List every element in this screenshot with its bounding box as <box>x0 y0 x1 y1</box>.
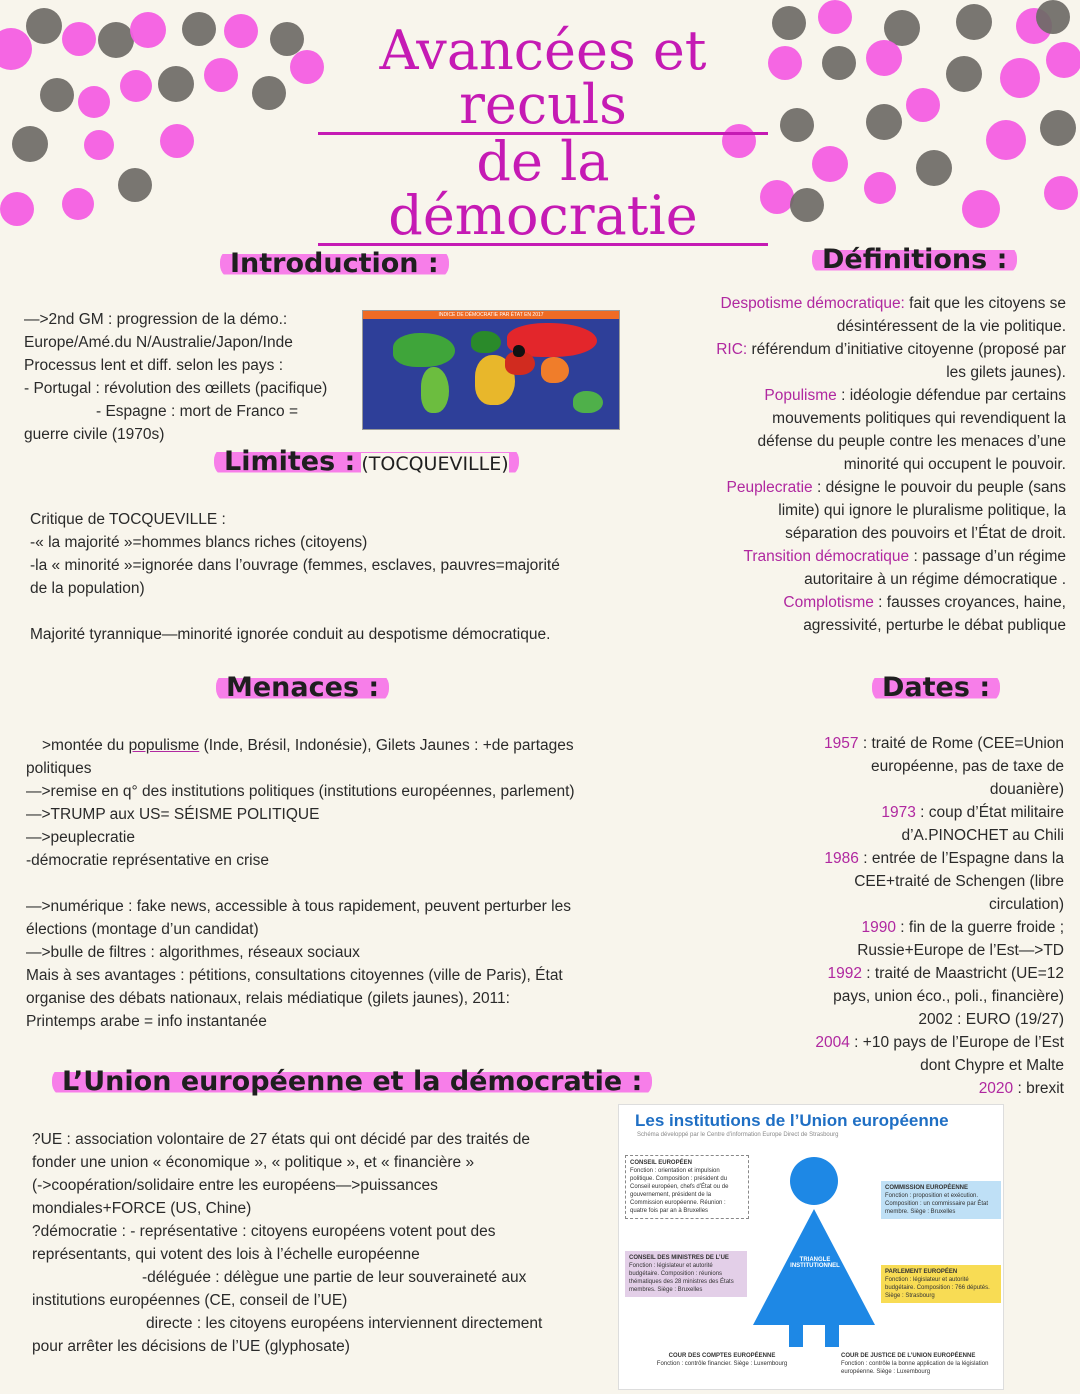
menaces-line: —>bulle de filtres : algorithmes, réseaux sociaux <box>26 944 360 961</box>
definition-term: Complotisme <box>783 594 874 611</box>
limites-line: -« la majorité »=hommes blancs riches (citoyens) <box>30 534 368 551</box>
date-year: 1990 <box>861 919 896 936</box>
limites-subtitle: (TOCQUEVILLE) <box>361 453 509 475</box>
limites-line: Critique de TOCQUEVILLE : <box>30 511 226 528</box>
ue-line: ?UE : association volontaire de 27 états qui ont décidé par des traités de <box>32 1131 531 1148</box>
dates-list <box>764 732 1064 1100</box>
intro-line: Processus lent et diff. selon les pays : <box>24 357 284 374</box>
menaces-line: —>remise en q° des institutions politiques (institutions européennes, parlement) <box>26 783 575 800</box>
menaces-heading: Menaces : <box>216 672 389 703</box>
conseil-europeen-box: CONSEIL EUROPÉEN Fonction : orientation et impulsion politique. Composition : président du Conseil européen, chefs d’État ou de gouvernement, président de la Commission européenne. Réunion : quatre fois par an à Bruxelles <box>625 1155 749 1219</box>
intro-line: guerre civile (1970s) <box>24 426 165 443</box>
date-year: 1986 <box>824 850 859 867</box>
limites-line: de la population) <box>30 580 145 597</box>
intro-line: —>2nd GM : progression de la démo.: <box>24 311 288 328</box>
menaces-line: organise des débats nationaux, relais médiatique (gilets jaunes), 2011: <box>26 990 510 1007</box>
parlement-box: PARLEMENT EUROPÉEN Fonction : législateur et autorité budgétaire. Composition : 766 députés. Siège : Strasbourg <box>881 1265 1001 1303</box>
definitions-heading: Définitions : <box>812 244 1017 275</box>
definition-term: Despotisme démocratique: <box>720 295 905 312</box>
dates-heading: Dates : <box>872 672 1000 703</box>
eu-diagram-subtitle: Schéma développé par le Centre d’information Europe Direct de Strasbourg <box>637 1132 839 1138</box>
ue-text <box>32 1128 542 1358</box>
definition-item: Despotisme démocratique: fait que les citoyens se désintéressent de la vie politique. <box>720 295 1066 335</box>
definition-term: Peuplecratie <box>726 479 813 496</box>
definition-term: Populisme <box>764 387 837 404</box>
date-year: 1973 <box>881 804 916 821</box>
menaces-l1-pre: >montée du <box>42 737 129 754</box>
definition-item: Peuplecratie : désigne le pouvoir du peuple (sans limite) qui ignore le pluralisme politique, la séparation des pouvoirs et l’État de droit. <box>726 479 1066 542</box>
definition-item: Populisme : idéologie défendue par certains mouvements politiques qui revendiquent la défense du peuple contre les menaces d’une minorité qui occupent le pouvoir. <box>757 387 1066 473</box>
menaces-text <box>26 734 575 1033</box>
definition-term: RIC: <box>716 341 748 358</box>
date-item: 1990 : fin de la guerre froide ; Russie+Europe de l’Est—>TD <box>857 919 1064 959</box>
cour-comptes-box: COUR DES COMPTES EUROPÉENNE Fonction : contrôle financier. Siège : Luxembourg <box>656 1353 788 1367</box>
date-year: 1992 <box>827 965 862 982</box>
menaces-line: politiques <box>26 760 92 777</box>
conseil-ministres-box: CONSEIL DES MINISTRES DE L’UE Fonction : législateur et autorité budgétaire. Composition : réunions thématiques des 28 ministres des États membres. Siège : Bruxelles <box>625 1251 747 1297</box>
intro-line: Europe/Amé.du N/Australie/Japon/Inde <box>24 334 293 351</box>
populisme-word: populisme <box>128 737 200 754</box>
page-title <box>318 19 768 247</box>
limites-line: -la « minorité »=ignorée dans l’ouvrage (femmes, esclaves, pauvres=majorité <box>30 557 560 574</box>
ue-line: directe : les citoyens européens interviennent directement <box>146 1315 543 1332</box>
definition-term: Transition démocratique <box>743 548 910 565</box>
ue-line: ?démocratie : - représentative : citoyens européens votent pout des <box>32 1223 496 1240</box>
limites-heading-label: Limites : <box>224 446 356 477</box>
menaces-line <box>26 734 575 757</box>
date-year: 2020 <box>978 1080 1014 1097</box>
democracy-world-map <box>362 310 620 430</box>
eu-institutions-diagram <box>618 1104 1004 1390</box>
menaces-line: -démocratie représentative en crise <box>26 852 269 869</box>
map-caption: INDICE DE DÉMOCRATIE PAR ÉTAT EN 2017 <box>363 311 619 319</box>
menaces-line: —>TRUMP aux US= SÉISME POLITIQUE <box>26 806 320 823</box>
date-year: 2004 <box>815 1034 850 1051</box>
intro-line: - Portugal : révolution des œillets (pacifique) <box>24 380 328 397</box>
ue-line: -déléguée : délègue une partie de leur souveraineté aux <box>142 1269 527 1286</box>
commission-box: COMMISSION EUROPÉENNE Fonction : proposition et exécution. Composition : un commissaire par État membre. Siège : Bruxelles <box>881 1181 1001 1219</box>
limites-text <box>30 508 560 646</box>
introduction-heading: Introduction : <box>220 248 449 279</box>
menaces-line: Printemps arabe = info instantanée <box>26 1013 267 1030</box>
ue-line: (->coopération/solidaire entre les européens—>puissances <box>32 1177 438 1194</box>
triangle-person-icon <box>749 1153 879 1349</box>
definition-item: Transition démocratique : passage d’un régime autoritaire à un régime démocratique . <box>743 548 1066 588</box>
intro-line: - Espagne : mort de Franco = <box>96 403 299 420</box>
definition-item: Complotisme : fausses croyances, haine, agressivité, perturbe le débat publique <box>783 594 1066 634</box>
definitions-list <box>666 292 1066 637</box>
eu-diagram-title: Les institutions de l’Union européenne <box>635 1111 949 1130</box>
introduction-text <box>24 308 327 446</box>
menaces-line: —>peuplecratie <box>26 829 135 846</box>
date-item: 1973 : coup d’État militaire d’A.PINOCHET au Chili <box>881 804 1064 844</box>
limites-line: Majorité tyrannique—minorité ignorée conduit au despotisme démocratique. <box>30 626 551 643</box>
ue-line: pour arrêter les décisions de l’UE (glyphosate) <box>32 1338 350 1355</box>
date-item: 1992 : traité de Maastricht (UE=12 pays, union éco., poli., financière) 2002 : EURO (19/27) <box>827 965 1064 1028</box>
date-item: 2004 : +10 pays de l’Europe de l’Est dont Chypre et Malte <box>815 1034 1064 1074</box>
menaces-line: élections (montage d’un candidat) <box>26 921 259 938</box>
date-year: 1957 <box>824 735 859 752</box>
date-item: 1986 : entrée de l’Espagne dans la CEE+traité de Schengen (libre circulation) <box>824 850 1064 913</box>
limites-heading <box>214 446 519 477</box>
title-line-1: Avancées et reculs <box>318 24 768 135</box>
ue-line: institutions européennes (CE, conseil de l’UE) <box>32 1292 348 1309</box>
ue-line: représentants, qui votent des lois à l’échelle européenne <box>32 1246 420 1263</box>
title-line-2: de la démocratie <box>318 135 768 246</box>
ue-heading: L’Union européenne et la démocratie : <box>52 1066 652 1097</box>
cour-justice-box: COUR DE JUSTICE DE L’UNION EUROPÉENNE Fonction : contrôle la bonne application de la législation européenne. Siège : Luxembourg <box>841 1353 989 1375</box>
menaces-line: —>numérique : fake news, accessible à tous rapidement, peuvent perturber les <box>26 898 571 915</box>
date-item: 1957 : traité de Rome (CEE=Union européenne, pas de taxe de douanière) <box>824 735 1064 798</box>
definition-item: RIC: référendum d’initiative citoyenne (proposé par les gilets jaunes). <box>716 341 1066 381</box>
menaces-line: Mais à ses avantages : pétitions, consultations citoyennes (ville de Paris), État <box>26 967 563 984</box>
ue-line: mondiales+FORCE (US, Chine) <box>32 1200 252 1217</box>
date-item: 2020 : brexit <box>978 1080 1064 1097</box>
triangle-label: TRIANGLE INSTITUTIONNEL <box>790 1257 840 1269</box>
ue-line: fonder une union « économique », « politique », et « financière » <box>32 1154 475 1171</box>
menaces-l1-post: (Inde, Brésil, Indonésie), Gilets Jaunes : +de partages <box>199 737 574 754</box>
